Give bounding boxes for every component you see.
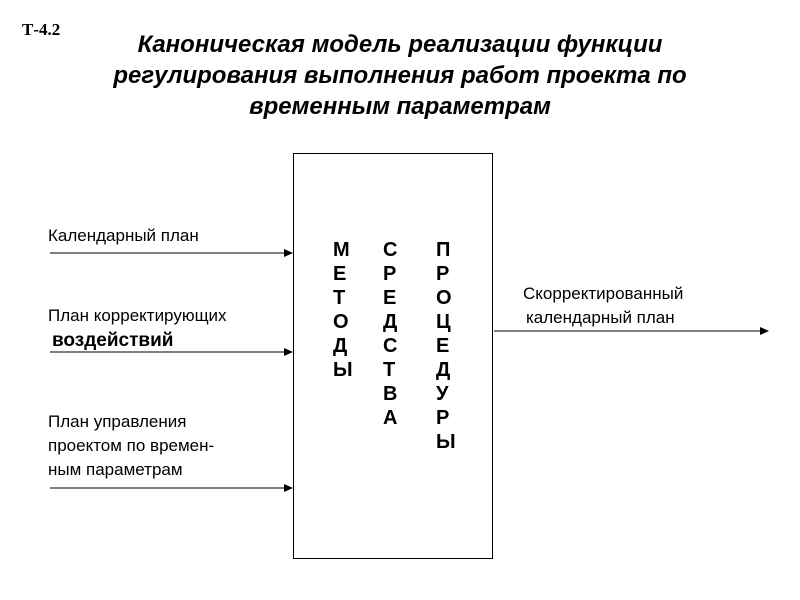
procedures-letter: Ц — [436, 311, 451, 333]
procedures-letter: Р — [436, 407, 450, 429]
input-label-calendar-plan: Календарный план — [48, 226, 199, 245]
methods-letter: Д — [333, 335, 348, 357]
procedures-letter: Д — [436, 359, 451, 381]
title-line-3: временным параметрам — [249, 93, 551, 120]
means-letter: В — [383, 383, 398, 405]
means-letter: Д — [383, 311, 398, 333]
means-letter: С — [383, 335, 398, 357]
methods-letter: Ы — [333, 359, 353, 381]
procedures-letter: Е — [436, 335, 450, 357]
methods-letter: Е — [333, 263, 347, 285]
title-line-1: Каноническая модель реализации функции — [137, 31, 663, 58]
means-letter: Р — [383, 263, 397, 285]
title-line-2: регулирования выполнения работ проекта по — [113, 62, 687, 89]
procedures-letter: П — [436, 239, 451, 261]
means-letter: Е — [383, 287, 397, 309]
procedures-letter: Р — [436, 263, 450, 285]
input-label-management-line-1: План управления — [48, 412, 187, 431]
means-letter: А — [383, 407, 398, 429]
procedures-letter: О — [436, 287, 452, 309]
means-letter: С — [383, 239, 398, 261]
methods-letter: М — [333, 239, 350, 261]
procedures-letter: У — [436, 383, 449, 405]
output-label-line-2: календарный план — [526, 308, 675, 327]
slide-number: Т-4.2 — [22, 20, 61, 39]
methods-letter: О — [333, 311, 349, 333]
input-label-corrective-line-2: воздействий — [52, 330, 174, 351]
output-label-line-1: Скорректированный — [523, 284, 684, 303]
input-label-management-line-2: проектом по времен- — [48, 436, 215, 455]
input-label-corrective-line-1: План корректирующих — [48, 306, 227, 325]
means-letter: Т — [383, 359, 396, 381]
procedures-letter: Ы — [436, 431, 456, 453]
methods-letter: Т — [333, 287, 346, 309]
input-label-management-line-3: ным параметрам — [48, 460, 183, 479]
